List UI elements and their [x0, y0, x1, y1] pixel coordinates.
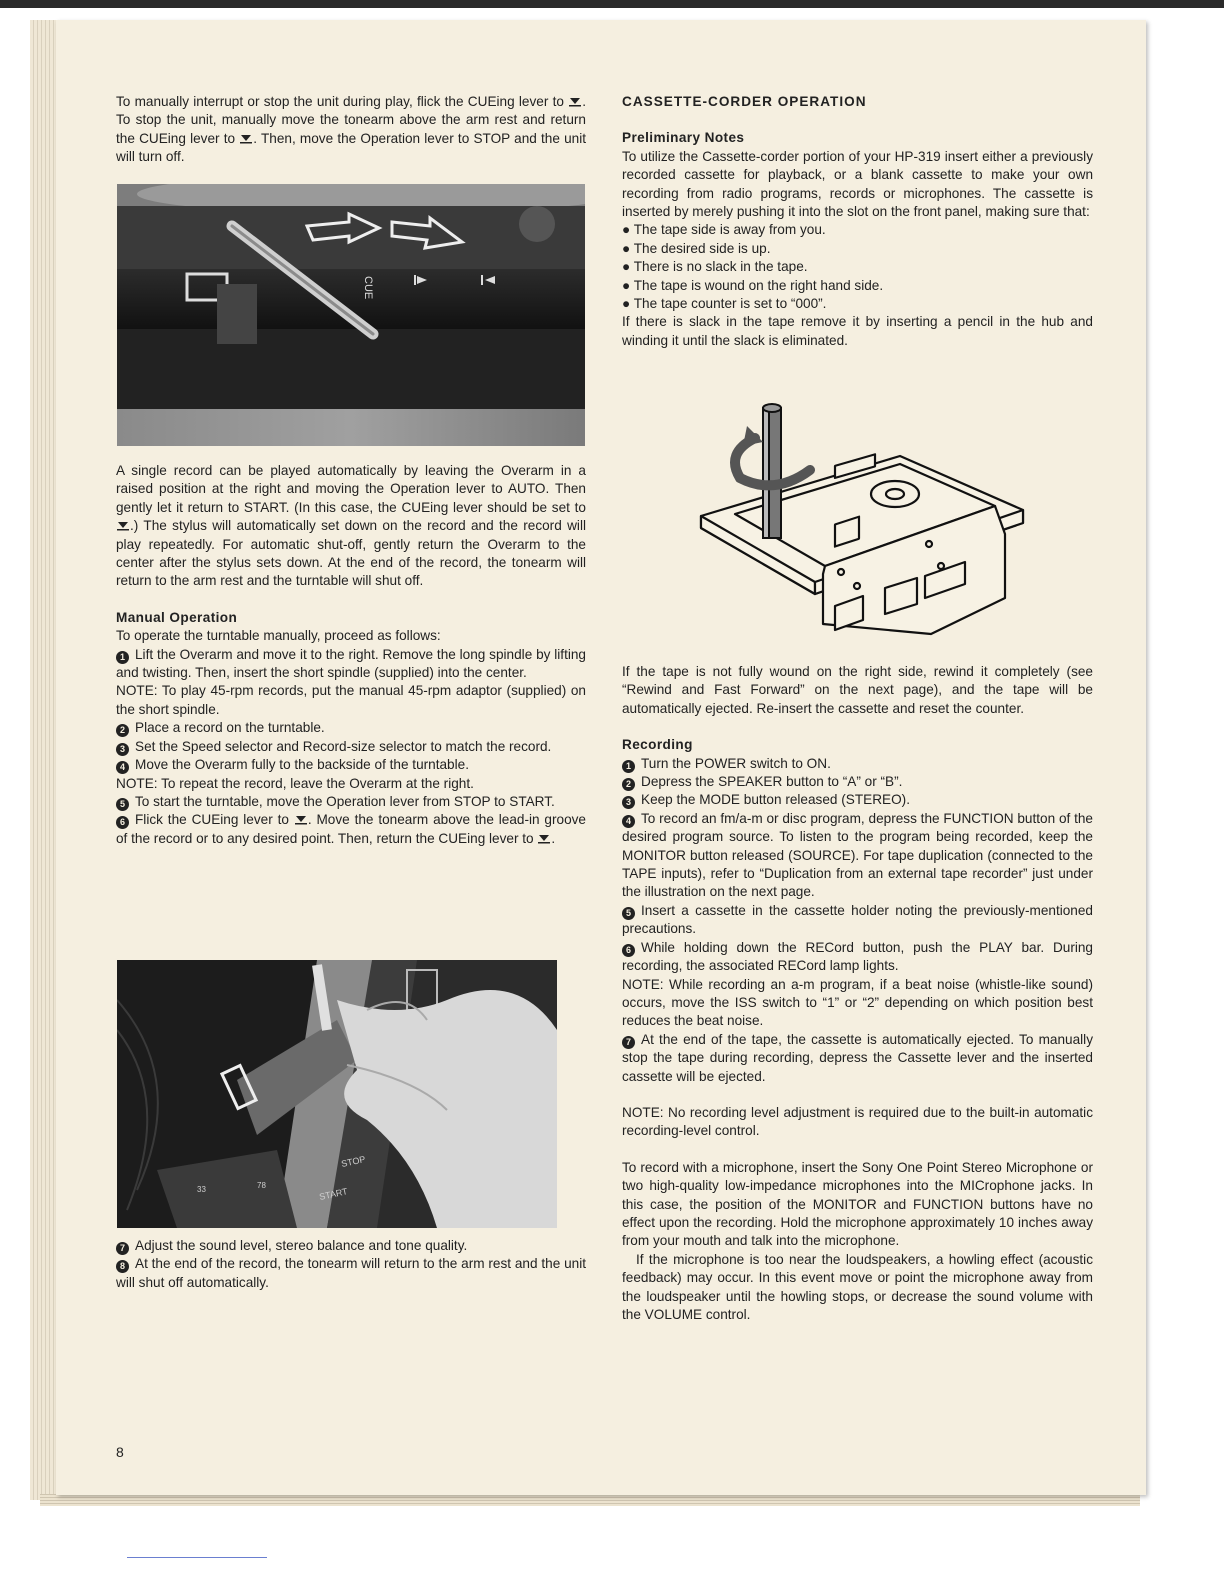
- recording-note: NOTE: While recording an a-m program, if a beat noise (whistle-like sound) occurs, move the ISS switch to “1” or “2” depending on which position best reduces the beat noise.: [622, 976, 1093, 1029]
- tonearm-photo: [117, 184, 585, 446]
- speed-78-label: 78: [257, 1181, 266, 1190]
- cue-label: CUE: [362, 276, 374, 300]
- note-recording-level: NOTE: No recording level adjustment is required due to the built-in automatic recording-level control.: [622, 1104, 1093, 1139]
- left-column: [116, 93, 586, 167]
- bullet-item: ● The tape side is away from you.: [622, 222, 826, 238]
- manual-step-7: 7 Adjust the sound level, stereo balance and tone quality.: [116, 1237, 586, 1255]
- recording-step-5: 5 Insert a cassette in the cassette holder noting the previously-mentioned precautions.: [622, 902, 1093, 937]
- recording-step-2: 2 Depress the SPEAKER button to “A” or “B”.: [622, 773, 1093, 791]
- bullet-item: ● The desired side is up.: [622, 240, 771, 256]
- cue-down-icon: [116, 521, 130, 531]
- manual-step-5: 5 To start the turntable, move the Operation lever from STOP to START.: [116, 793, 586, 811]
- top-dark-edge: [0, 0, 1224, 8]
- right-column-bottom: [622, 663, 1093, 1324]
- right-column-top: [622, 93, 1093, 350]
- manual-step-4: 4 Move the Overarm fully to the backside of the turntable.: [116, 756, 586, 774]
- recording-step-7: 7 At the end of the tape, the cassette is automatically ejected. To manually stop the tape during recording, depress the Cassette lever and the inserted cassette will be ejected.: [622, 1031, 1093, 1084]
- page-number: 8: [116, 1444, 124, 1460]
- speed-33-label: 33: [197, 1185, 206, 1194]
- cassette-heading: CASSETTE-CORDER OPERATION: [622, 94, 867, 109]
- bullet-item: ● There is no slack in the tape.: [622, 259, 808, 275]
- howling-text: If the microphone is too near the loudspeakers, a howling effect (acoustic feedback) may occur. In this event move or point the microphone away from the loudspeaker until the howling stops, or decrease the sound volume with the VOLUME control.: [622, 1251, 1093, 1322]
- manual-step-1: 1 Lift the Overarm and move it to the right. Remove the long spindle by lifting and twisting. Then, insert the short spindle (supplied) into the center.: [116, 646, 586, 681]
- left-column-mid: [116, 462, 586, 848]
- microphone-text: To record with a microphone, insert the Sony One Point Stereo Microphone or two high-quality low-impedance microphones into the MICrophone jacks. In this case, the position of the MONITOR and FUNCTION buttons have no effect upon the recording. Hold the microphone approximately 10 inches away from your mouth and talk into the microphone.: [622, 1159, 1093, 1249]
- recording-step-6: 6 While holding down the RECord button, push the PLAY bar. During recording, the associated RECord lamp lights.: [622, 939, 1093, 974]
- rewind-text: If the tape is not fully wound on the right side, rewind it completely (see “Rewind and Fast Forward” on the next page), and the tape will be automatically ejected. Re-insert the cassette and reset the counter.: [622, 664, 1093, 716]
- recording-step-4: 4 To record an fm/a-m or disc program, depress the FUNCTION button of the desired program source. To listen to the program being recorded, keep the MONITOR button released (SOURCE). For tape duplication (connected to the TAPE inputs), refer to “Duplication from an external tape recorder” just under the illustration on the next page.: [622, 810, 1093, 900]
- recording-step-1: 1 Turn the POWER switch to ON.: [622, 755, 1093, 773]
- cue-down-icon: [537, 834, 551, 844]
- left-column-bottom: [116, 1237, 586, 1292]
- start-label: START: [318, 1186, 349, 1202]
- manual-step-8: 8 At the end of the record, the tonearm will return to the arm rest and the unit will shut off automatically.: [116, 1256, 586, 1290]
- preliminary-notes-heading: Preliminary Notes: [622, 130, 745, 146]
- cue-down-icon: [568, 97, 582, 107]
- paragraph-interrupt: To manually interrupt or stop the unit during play, flick the CUEing lever to . To stop the unit, manually move the tonearm above the arm rest and return the CUEing lever to . Then, move the Operation lever to STOP and the unit will turn off.: [116, 94, 587, 165]
- paragraph-auto-play: A single record can be played automatically by leaving the Overarm in a raised position at the right and moving the Operation lever to AUTO. Then gently let it return to START. (In this case, the CUEing lever should be set to .) The stylus will automatically set down on the record and the record will play repeatedly. For automatic shut-off, gently return the Overarm to the center after the stylus sets down. At the end of the record, the tonearm will return to the arm rest and the turntable will shut off.: [116, 463, 586, 589]
- manual-note-2: NOTE: To repeat the record, leave the Overarm at the right.: [116, 775, 474, 791]
- manual-step-6: 6 Flick the CUEing lever to . Move the tonearm above the lead-in groove of the record or to any desired point. Then, return the CUEing lever to .: [116, 812, 586, 846]
- manual-step-3: 3 Set the Speed selector and Record-size selector to match the record.: [116, 738, 586, 756]
- cue-down-icon: [239, 134, 253, 144]
- manual-intro: To operate the turntable manually, proceed as follows:: [116, 628, 441, 644]
- manual-note-1: NOTE: To play 45-rpm records, put the manual 45-rpm adaptor (supplied) on the short spindle.: [116, 683, 586, 717]
- bullet-item: ● The tape counter is set to “000”.: [622, 296, 827, 312]
- page-stack-bottom: [40, 1494, 1140, 1506]
- preliminary-text: To utilize the Cassette-corder portion of your HP-319 insert either a previously recorded cassette for playback, or a blank cassette to make your own recording from radio programs, records or microphones. The cassette is inserted by merely pushing it into the slot on the front panel, making sure that:: [622, 148, 1093, 220]
- bullet-item: ● The tape is wound on the right hand side.: [622, 277, 884, 293]
- bottom-rule: [127, 1557, 267, 1558]
- cassette-illustration: [695, 398, 1030, 638]
- manual-operation-heading: Manual Operation: [116, 609, 238, 625]
- recording-step-3: 3 Keep the MODE button released (STEREO).: [622, 791, 1093, 809]
- page-stack-edge: [30, 20, 56, 1500]
- slack-text: If there is slack in the tape remove it by inserting a pencil in the hub and winding it until the slack is eliminated.: [622, 314, 1093, 348]
- recording-heading: Recording: [622, 737, 693, 753]
- stop-label: STOP: [340, 1154, 367, 1169]
- cue-down-icon: [294, 815, 308, 825]
- manual-step-2: 2 Place a record on the turntable.: [116, 719, 586, 737]
- cueing-hand-photo: [117, 960, 557, 1228]
